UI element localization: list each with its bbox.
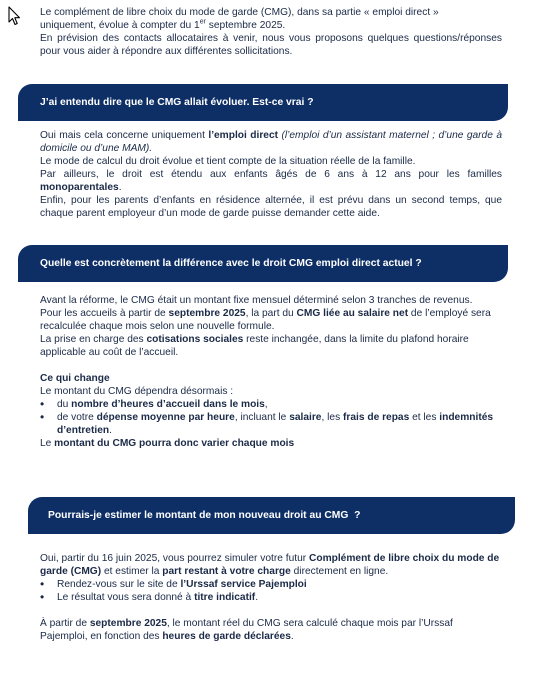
- question-banner-3: [28, 497, 515, 534]
- list-item: • Rendez-vous sur le site de l’Urssaf service Pajemploi: [40, 578, 502, 591]
- answer-paragraph: À partir de septembre 2025, le montant réel du CMG sera calculé chaque mois par l’Urssaf Pajemploi, en fonction des heures de garde déclarées.: [40, 618, 453, 642]
- intro-paragraph: [40, 6, 502, 58]
- bold-text: septembre 2025: [168, 308, 246, 319]
- answer-paragraph: Le montant du CMG dépendra désormais :: [40, 386, 234, 397]
- list-item: • Le résultat vous sera donné à titre indicatif.: [40, 591, 502, 604]
- answer-paragraph: Oui, partir du 16 juin 2025, vous pourrez simuler votre futur Complément de libre choix du mode de garde (CMG) et estimer la part restant à votre charge directement en ligne.: [40, 553, 500, 577]
- superscript: er: [199, 18, 206, 26]
- bold-text: CMG liée au salaire net: [296, 308, 409, 319]
- bold-text: cotisations sociales: [146, 334, 244, 345]
- answer-section-1: [40, 129, 502, 220]
- answer-paragraph: Pour les accueils à partir de septembre 2025, la part du CMG liée au salaire net de l’employé sera recalculée chaque mois selon une nouvelle formule.: [40, 308, 491, 332]
- question-title: J’ai entendu dire que le CMG allait évoluer. Est-ce vrai ?: [40, 97, 314, 108]
- question-title: Quelle est concrètement la différence avec le droit CMG emploi direct actuel ?: [40, 258, 422, 269]
- answer-paragraph: Avant la réforme, le CMG était un montant fixe mensuel déterminé selon 3 tranches de revenus.: [40, 295, 473, 306]
- answer-paragraph: La prise en charge des cotisations sociales reste inchangée, dans la limite du plafond horaire applicable au coût de l’accueil.: [40, 334, 469, 358]
- subheading: Ce qui change: [40, 373, 110, 384]
- bullet-list: [40, 398, 502, 437]
- bold-text: l’emploi direct: [208, 130, 279, 141]
- list-item: • du nombre d’heures d’accueil dans le mois,: [40, 398, 502, 411]
- italic-text: (l’emploi d’un assistant maternel ; d’une garde à domicile ou d’une MAM).: [40, 130, 502, 154]
- intro-text: uniquement, évolue à compter du 1: [40, 20, 200, 31]
- bullet-list: [40, 578, 502, 604]
- answer-paragraph: Oui mais cela concerne uniquement l’emploi direct (l’emploi d’un assistant maternel ; d’une garde à domicile ou d’une MAM).: [40, 130, 502, 154]
- question-title: Pourrais-je estimer le montant de mon nouveau droit au CMG ?: [48, 510, 361, 521]
- answer-section-2: [40, 294, 502, 450]
- answer-paragraph: Le montant du CMG pourra donc varier chaque mois: [40, 438, 295, 449]
- answer-paragraph: Par ailleurs, le droit est étendu aux enfants âgés de 6 ans à 12 ans pour les familles monoparentales.: [40, 169, 502, 193]
- answer-section-3: [40, 552, 502, 643]
- question-banner-1: [18, 84, 508, 121]
- bold-text: montant du CMG pourra donc varier chaque mois: [54, 438, 295, 449]
- answer-paragraph: Enfin, pour les parents d’enfants en résidence alternée, il est prévu dans un second temps, que chaque parent employeur d’un mode de garde puisse demander cette aide.: [40, 195, 502, 219]
- intro-text: septembre 2025.: [205, 20, 286, 31]
- mouse-pointer-icon: [8, 6, 22, 26]
- bold-text: monoparentales: [40, 182, 119, 193]
- answer-paragraph: Le mode de calcul du droit évolue et tient compte de la situation réelle de la famille.: [40, 156, 416, 167]
- list-item: • de votre dépense moyenne par heure, incluant le salaire, les frais de repas et les indemnités d’entretien.: [40, 411, 502, 437]
- intro-text: En prévision des contacts allocataires à venir, nous vous proposons quelques questions/réponses pour vous aider à répondre aux différentes sollicitations.: [40, 33, 502, 57]
- question-banner-2: [18, 245, 508, 282]
- intro-text: Le complément de libre choix du mode de garde (CMG), dans sa partie « emploi direct »: [40, 7, 439, 18]
